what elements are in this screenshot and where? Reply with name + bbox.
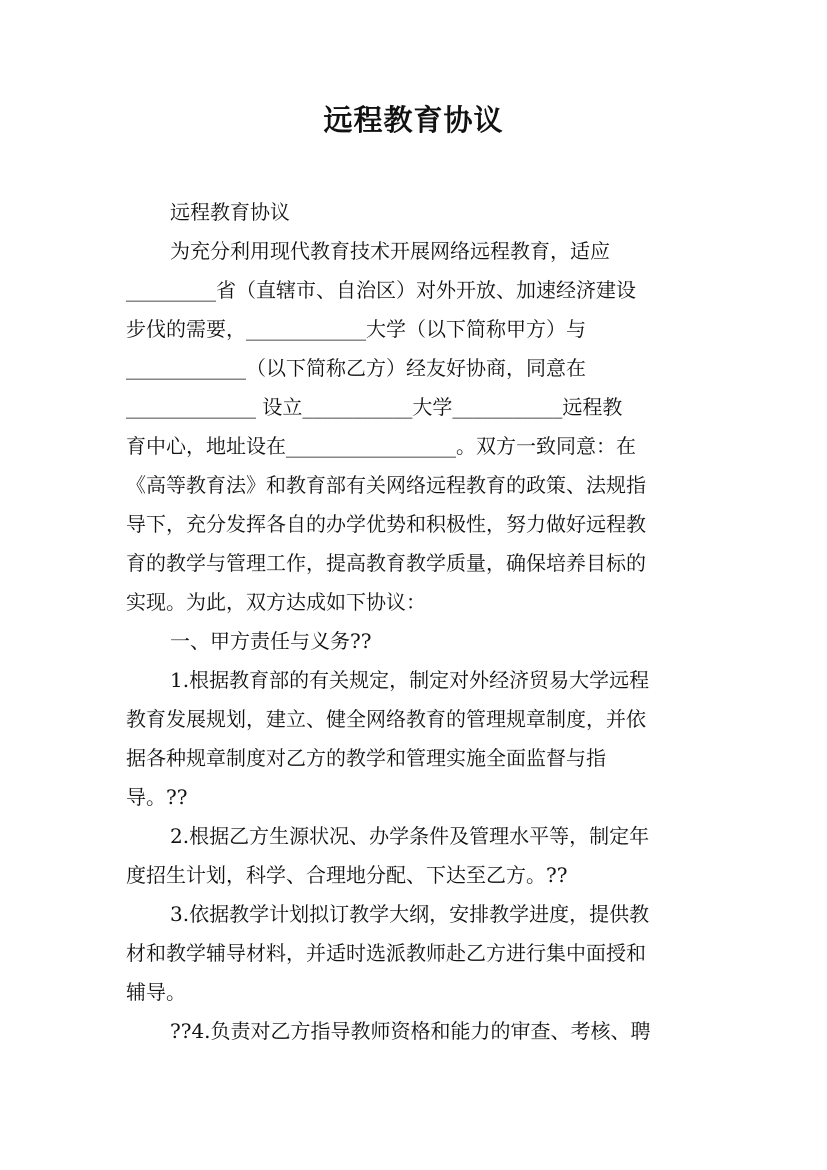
text-line-19: 材和教学辅导材料，并适时选派教师赴乙方进行集中面授和 xyxy=(126,941,646,965)
text-line-16: 2.根据乙方生源状况、办学条件及管理水平等，制定年 xyxy=(170,824,650,848)
text-line-13: 教育发展规划，建立、健全网络教育的管理规章制度，并依 xyxy=(126,707,646,731)
section-heading-party-a: 一、甲方责任与义务?? xyxy=(170,629,372,653)
text-line-15: 导。?? xyxy=(126,785,188,809)
text-line-6: 育中心，地址设在_________________。双方一致同意：在 xyxy=(126,434,636,458)
text-line-8: 导下，充分发挥各自的办学优势和积极性，努力做好远程教 xyxy=(126,512,646,536)
text-line-7: 《高等教育法》和教育部有关网络远程教育的政策、法规指 xyxy=(126,473,646,497)
text-line-12: 1.根据教育部的有关规定，制定对外经济贸易大学远程 xyxy=(170,668,650,692)
text-line-14: 据各种规章制度对乙方的教学和管理实施全面监督与指 xyxy=(126,746,606,770)
text-line-20: 辅导。 xyxy=(126,980,186,1004)
text-line-17: 度招生计划，科学、合理地分配、下达至乙方。?? xyxy=(126,863,568,887)
subtitle-line: 远程教育协议 xyxy=(170,200,290,224)
text-line-1: 为充分利用现代教育技术开展网络远程教育，适应 xyxy=(170,239,610,263)
text-line-21: ??4.负责对乙方指导教师资格和能力的审查、考核、聘 xyxy=(170,1019,651,1043)
document-title: 远程教育协议 xyxy=(323,103,504,137)
text-line-18: 3.依据教学计划拟订教学大纲，安排教学进度，提供教 xyxy=(170,902,650,926)
text-line-10: 实现。为此，双方达成如下协议： xyxy=(126,590,426,614)
text-line-3: 步伐的需要，____________大学（以下简称甲方）与 xyxy=(126,317,586,341)
text-line-2: _________省（直辖市、自治区）对外开放、加速经济建设 xyxy=(126,278,636,302)
text-line-9: 育的教学与管理工作，提高教育教学质量，确保培养目标的 xyxy=(126,551,646,575)
text-line-4: ____________（以下简称乙方）经友好协商，同意在 xyxy=(126,356,586,380)
text-line-5: _____________ 设立___________大学___________远程教 xyxy=(126,395,623,419)
